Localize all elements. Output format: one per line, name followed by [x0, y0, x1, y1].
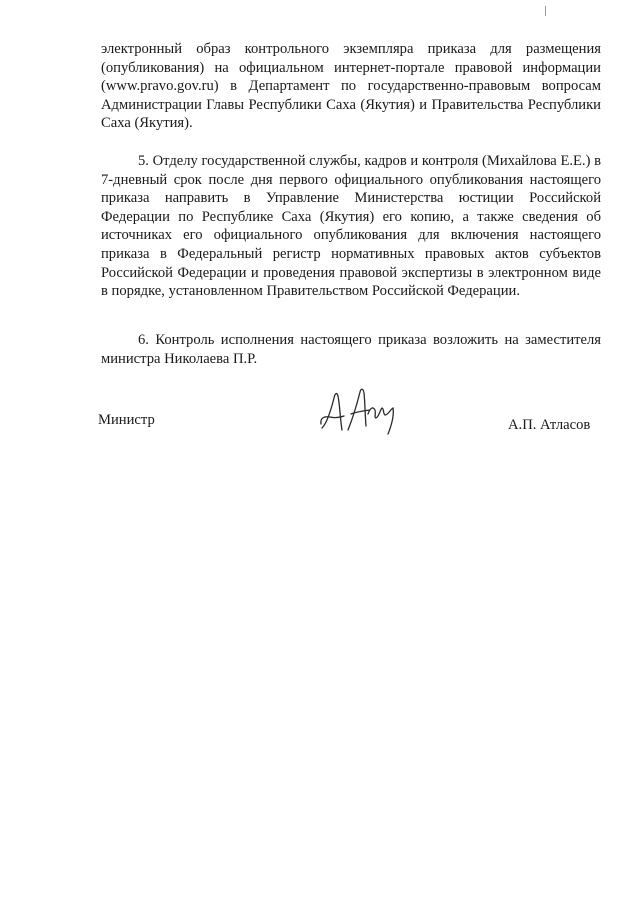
paragraph-5: 5. Отделу государственной службы, кадров и контроля (Михайлова Е.Е.) в 7-дневный срок после дня первого официального опубликования настоящего приказа направить в Управление Министерства юстиции Российской Федерации по Республике Саха (Якутия) его копию, а также сведения об источниках его официального опубликования для включения настоящего приказа в Федеральный регистр нормативных правовых актов субъектов Российской Федерации и проведения правовой экспертизы в электронном виде в порядке, установленном Правительством Российской Федерации.	[101, 153, 601, 300]
signature-role: Министр	[98, 412, 155, 428]
paragraph-6: 6. Контроль исполнения настоящего приказа возложить на заместителя министра Николаева П.Р.	[101, 332, 601, 367]
handwritten-signature-icon	[318, 384, 398, 436]
scan-mark	[545, 6, 546, 16]
paragraph-continuation: электронный образ контрольного экземпляра приказа для размещения (опубликования) на официальном интернет-портале правовой информации (www.pravo.gov.ru) в Департамент по государственно-правовым вопросам Администрации Главы Республики Саха (Якутия) и Правительства Республики Саха (Якутия).	[101, 41, 601, 132]
signatory-name: А.П. Атласов	[508, 417, 591, 433]
